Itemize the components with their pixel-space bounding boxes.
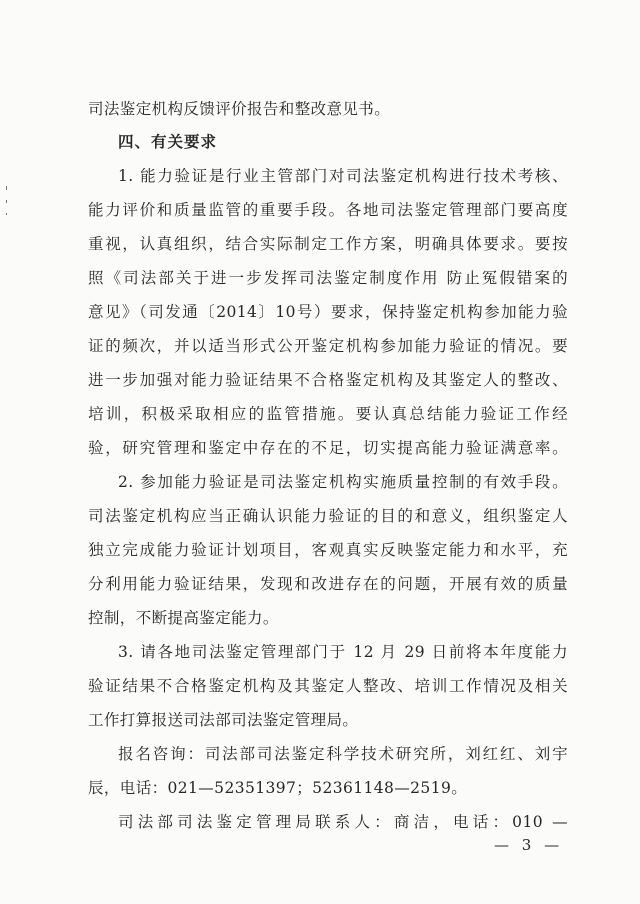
body-line-9: 培训，积极采取相应的监管措施。要认真总结能力验证工作经: [88, 405, 568, 423]
body-line-12: 司法鉴定机构应当正确认识能力验证的目的和意义，组织鉴定人: [88, 507, 568, 525]
body-line-10: 验，研究管理和鉴定中存在的不足，切实提高能力验证满意率。: [88, 439, 568, 457]
body-line-20: 辰，电话：021—52351397；52361148—2519。: [88, 779, 468, 797]
body-line-14: 分利用能力验证结果，发现和改进存在的问题，开展有效的质量: [88, 575, 568, 593]
body-line-17: 验证结果不合格鉴定机构及其鉴定人整改、培训工作情况及相关: [88, 677, 568, 695]
body-line-3: 能力评价和质量监管的重要手段。各地司法鉴定管理部门要高度: [88, 201, 568, 219]
body-line-1: 司法鉴定机构反馈评价报告和整改意见书。: [88, 100, 391, 118]
body-line-18: 工作打算报送司法部司法鉴定管理局。: [88, 711, 359, 729]
body-line-15: 控制，不断提高鉴定能力。: [88, 609, 279, 627]
body-line-16: 3. 请各地司法鉴定管理部门于 12 月 29 日前将本年度能力: [118, 643, 568, 661]
body-line-11: 2. 参加能力验证是司法鉴定机构实施质量控制的有效手段。: [118, 473, 568, 491]
body-line-6: 意见》（司发通〔2014〕10号）要求，保持鉴定机构参加能力验: [88, 303, 568, 321]
body-line-4: 重视，认真组织，结合实际制定工作方案，明确具体要求。要按: [88, 235, 568, 253]
page-number: — 3 —: [494, 836, 564, 854]
scan-edge-marks: [6, 186, 7, 225]
body-line-7: 证的频次，并以适当形式公开鉴定机构参加能力验证的情况。要: [88, 337, 568, 355]
section-heading: 四、有关要求: [118, 133, 218, 151]
body-line-13: 独立完成能力验证计划项目，客观真实反映鉴定能力和水平，充: [88, 541, 568, 559]
body-line-2: 1. 能力验证是行业主管部门对司法鉴定机构进行技术考核、: [118, 167, 568, 185]
body-line-8: 进一步加强对能力验证结果不合格鉴定机构及其鉴定人的整改、: [88, 371, 568, 389]
body-line-21: 司法部司法鉴定管理局联系人：商洁，电话：010 —: [118, 813, 568, 831]
body-line-19: 报名咨询：司法部司法鉴定科学技术研究所，刘红红、刘宇: [118, 745, 568, 763]
body-line-5: 照《司法部关于进一步发挥司法鉴定制度作用 防止冤假错案的: [88, 269, 568, 287]
